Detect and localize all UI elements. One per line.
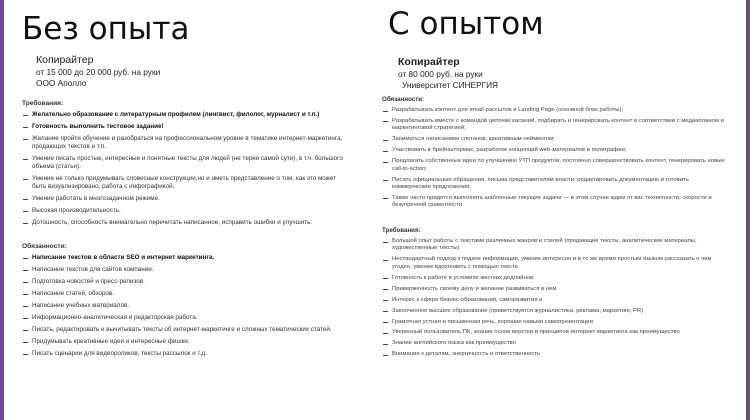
list-item: Внимание к деталям, энергичность и ответственность [382,351,727,358]
list-item: Приверженность своему делу и желание развиваться в нем [382,286,727,293]
list-item: Высокая производительность. [22,207,352,215]
list-item: Написание статей, обзоров. [22,290,332,298]
requirements-section-left [22,99,352,231]
no-experience-title: Без опыта [22,11,190,47]
list-item: Интерес к сфере бизнес-образования, саморазвития и [382,297,727,304]
duties-heading: Обязанности: [22,243,67,250]
list-item: Также часто придется выполнять шаблонные текущие задачи — в этом случае ждем от вас техничности, скорости и безупречной грамотности. [382,195,727,210]
duties-section-right [382,95,727,213]
list-item: Написание текстов для сайтов компании. [22,266,332,274]
list-item: Большой опыт работы с текстами различных жанров и стилей (продающие тексты, аналитические материалы, художественные тексты) [382,238,727,253]
list-item: Желательно образование с литературным профилем (лингвист, филолог, журналист и т.п.) [22,111,352,119]
list-item: Писать сценарии для видеороликов, тексты рассылок и т.д. [22,350,332,358]
list-item: Разрабатывать вместе с командой цепочки касаний, подбирать и генерировать контент в соответствии с медиапланом и маркетинговой стратегией; [382,118,727,133]
requirements-list [382,238,727,359]
with-experience-title: С опытом [388,6,544,42]
requirements-list [22,111,352,227]
list-item: Участвовать в брейнштормах, разработке концепций web-материалов и полиграфии; [382,147,727,154]
list-item: Готовность выполнить тестовое задание! [22,123,352,131]
job-name: Копирайтер [398,56,460,68]
right-border [746,0,750,420]
list-item: Придумывать креативные идеи и интересные фишки. [22,338,332,346]
list-item: Умение писать простые, интересные и понятные тексты для людей (не теряя самой сути), в т.ч. большого объема (статьи). [22,155,352,171]
list-item: Уверенный пользователь ПК, знание основ верстки и принципов интернет маркетинга как преимущество [382,329,727,336]
job-name: Копирайтер [36,54,94,66]
job-salary: от 15 000 до 20 000 руб. на руки [36,67,161,77]
duties-list [382,107,727,209]
list-item: Разрабатывать контент для email-рассылок и Landing Page (основной блок работы); [382,107,727,114]
list-item: Информационно-аналитическая и редакторская работа. [22,314,332,322]
requirements-heading: Требования: [382,227,421,234]
job-salary: от 80 000 руб. на руки [398,69,483,79]
requirements-heading: Требования: [22,100,64,107]
list-item: Нестандартный подход к подаче информации, умение интересно и в то же время простым языком рассказать о чем угодно, умение вдохновить с помощью текста [382,256,727,271]
job-summary-right [398,56,498,91]
list-item: Грамотная устная и письменная речь, хорошие навыки самопрезентации [382,319,727,326]
list-item: Написание учебных материалов. [22,302,332,310]
list-item: Знание английского языка как преимущество [382,340,727,347]
list-item: Предлагать собственные идеи по улучшению УТП продуктов, постоянно совершенствовать контент, генерировать новые call-to-action; [382,158,727,173]
duties-list [22,254,332,358]
duties-heading: Обязанности: [382,96,425,103]
list-item: Заниматься написанием слоганов, креативным неймингом; [382,136,727,143]
list-item: Подготовка новостей и пресс-релизов. [22,278,332,286]
list-item: Написание текстов в области SEO и интернет маркетинга. [22,254,332,262]
list-item: Желание пройти обучение и разобраться на профессиональном уровне в тематике интернет-маркетинга, продающих текстов и т.п. [22,135,352,151]
job-company: ООО Аполло [36,78,87,88]
job-company: Университет СИНЕРГИЯ [402,80,499,90]
list-item: Умение работать в многозадачном режиме. [22,195,352,203]
left-border [0,0,4,420]
duties-section-left [22,242,332,362]
list-item: Законченное высшее образование (приветствуется журналистика, реклама, маркетинг, PR) [382,308,727,315]
list-item: Дотошность, способность внимательно перечитать написанное, исправить ошибки и улучшить. [22,219,352,227]
requirements-section-right [382,226,727,362]
list-item: Умение не только придумывать словесные конструкции,но и иметь представление о том, как это может быть визуализировано, работа с инфографикой. [22,175,352,191]
list-item: Писать официальные обращения, письма представителям власти, редактировать документацию и готовить коммерческие предложения; [382,177,727,192]
list-item: Готовность к работе в условиях жестких дедлайнов [382,275,727,282]
list-item: Писать, редактировать и вычитывать тексты об интернет-маркетинге и сложных тематических статей. [22,326,332,334]
job-summary-left [36,54,160,89]
